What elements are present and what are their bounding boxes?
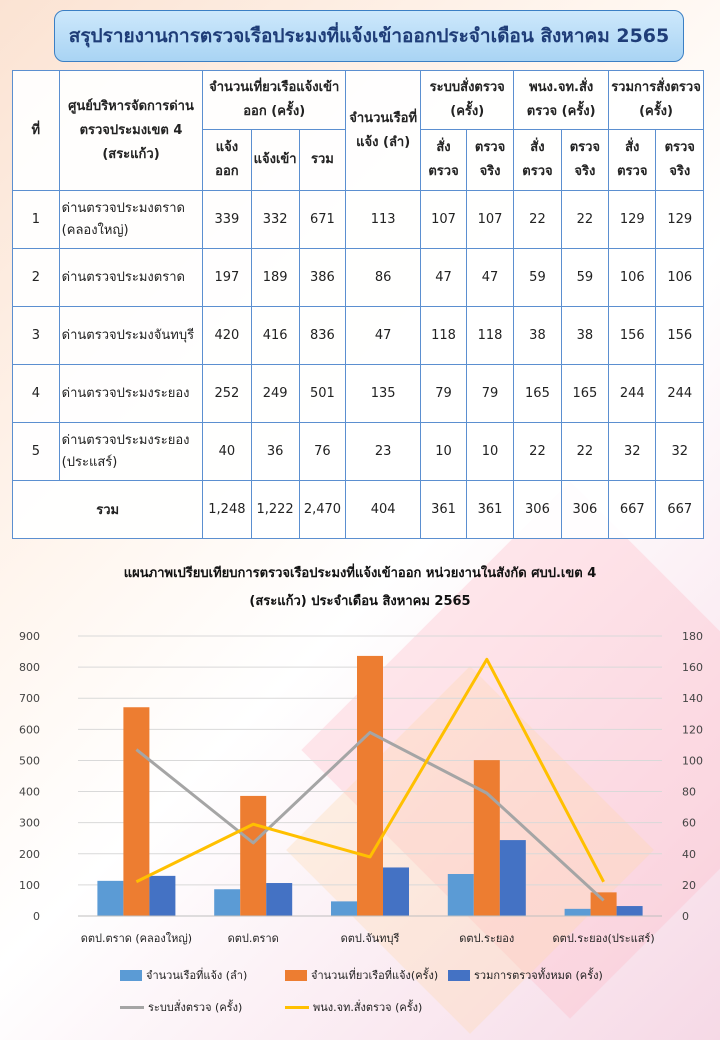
legend-label: พนง.จท.สั่งตรวจ (ครั้ง) — [313, 1001, 423, 1014]
x-tick-label: ดตป.ระยอง(ประแสร์) — [552, 932, 655, 945]
cell-system-actual: 10 — [466, 423, 513, 481]
cell-trip-total: 2,470 — [299, 481, 345, 539]
cell-system-order: 47 — [421, 249, 467, 307]
cell-center: ด่านตรวจประมงจันทบุรี — [59, 307, 203, 365]
legend-label: จำนวนเที่ยวเรือที่แจ้ง(ครั้ง) — [311, 969, 439, 982]
header-center: ศูนย์บริหารจัดการด่านตรวจประมงเขต 4 (สระแก้ว) — [59, 71, 203, 191]
y-tick-label: 500 — [19, 754, 40, 768]
cell-trip-in: 1,222 — [251, 481, 299, 539]
report-title: สรุปรายงานการตรวจเรือประมงที่แจ้งเข้าออกประจำเดือน สิงหาคม 2565 — [54, 10, 684, 62]
cell-sum-actual: 244 — [656, 365, 704, 423]
x-tick-label: ดตป.ตราด — [227, 932, 279, 945]
cell-officer-order: 59 — [514, 249, 561, 307]
cell-no: 3 — [13, 307, 60, 365]
cell-sum-actual: 32 — [656, 423, 704, 481]
cell-sum-actual: 129 — [656, 191, 704, 249]
x-tick-label: ดตป.ตราด (คลองใหญ่) — [80, 932, 193, 945]
cell-sum-order: 667 — [609, 481, 656, 539]
y2-tick-label: 160 — [682, 661, 703, 675]
cell-center: ด่านตรวจประมงระยอง — [59, 365, 203, 423]
bar — [617, 906, 643, 916]
legend-swatch — [285, 1006, 309, 1009]
cell-system-actual: 361 — [466, 481, 513, 539]
x-tick-label: ดตป.จันทบุรี — [340, 932, 400, 945]
bar — [97, 881, 123, 916]
bar — [448, 874, 474, 916]
bar — [240, 796, 266, 916]
y-tick-label: 600 — [19, 723, 40, 737]
bar — [266, 883, 292, 916]
cell-officer-order: 22 — [514, 423, 561, 481]
y-tick-label: 900 — [19, 630, 40, 643]
legend-label: จำนวนเรือที่แจ้ง (ลำ) — [146, 969, 248, 982]
report-table — [12, 70, 704, 539]
header-trip-in: แจ้งเข้า — [251, 130, 299, 191]
cell-system-order: 118 — [421, 307, 467, 365]
cell-center: ด่านตรวจประมงตราด — [59, 249, 203, 307]
cell-system-order: 361 — [421, 481, 467, 539]
legend-swatch — [285, 970, 307, 981]
y2-tick-label: 20 — [682, 878, 696, 892]
cell-boats: 135 — [346, 365, 421, 423]
cell-trip-out: 339 — [203, 191, 251, 249]
table-row — [13, 365, 704, 423]
bar — [357, 656, 383, 916]
header-trips: จำนวนเที่ยวเรือแจ้งเข้าออก (ครั้ง) — [203, 71, 346, 130]
cell-sum-order: 244 — [609, 365, 656, 423]
y2-tick-label: 80 — [682, 785, 696, 799]
cell-trip-in: 332 — [251, 191, 299, 249]
cell-trip-out: 40 — [203, 423, 251, 481]
y-tick-label: 300 — [19, 816, 40, 830]
bar — [383, 867, 409, 916]
cell-sum-order: 106 — [609, 249, 656, 307]
y2-tick-label: 0 — [682, 910, 689, 923]
bar — [565, 909, 591, 916]
cell-boats: 23 — [346, 423, 421, 481]
cell-officer-order: 38 — [514, 307, 561, 365]
cell-officer-actual: 165 — [561, 365, 608, 423]
cell-trip-total: 836 — [299, 307, 345, 365]
cell-officer-actual: 22 — [561, 191, 608, 249]
cell-officer-order: 22 — [514, 191, 561, 249]
header-system-order: สั่งตรวจ — [421, 130, 467, 191]
header-trip-out: แจ้งออก — [203, 130, 251, 191]
cell-sum-order: 129 — [609, 191, 656, 249]
header-officer-actual: ตรวจจริง — [561, 130, 608, 191]
table-row — [13, 423, 704, 481]
legend-swatch — [448, 970, 470, 981]
cell-officer-actual: 306 — [561, 481, 608, 539]
header-no: ที่ — [13, 71, 60, 191]
y2-tick-label: 140 — [682, 692, 703, 706]
cell-officer-actual: 38 — [561, 307, 608, 365]
cell-no: 4 — [13, 365, 60, 423]
bar — [331, 901, 357, 916]
cell-boats: 86 — [346, 249, 421, 307]
y-tick-label: 100 — [19, 878, 40, 892]
legend-item — [448, 966, 603, 984]
header-boats: จำนวนเรือที่แจ้ง (ลำ) — [346, 71, 421, 191]
header-sum-actual: ตรวจจริง — [656, 130, 704, 191]
cell-no: 2 — [13, 249, 60, 307]
table-row — [13, 191, 704, 249]
cell-boats: 113 — [346, 191, 421, 249]
y-tick-label: 400 — [19, 785, 40, 799]
cell-sum-actual: 156 — [656, 307, 704, 365]
cell-trip-out: 252 — [203, 365, 251, 423]
header-sum-order: สั่งตรวจ — [609, 130, 656, 191]
y-tick-label: 0 — [33, 910, 40, 923]
legend-item — [120, 998, 242, 1016]
legend-label: ระบบสั่งตรวจ (ครั้ง) — [148, 1001, 243, 1014]
bar — [214, 889, 240, 916]
cell-system-order: 107 — [421, 191, 467, 249]
cell-trip-in: 189 — [251, 249, 299, 307]
legend-swatch — [120, 1006, 144, 1009]
cell-no: 1 — [13, 191, 60, 249]
legend-item — [285, 998, 422, 1016]
header-trip-total: รวม — [299, 130, 345, 191]
header-sum: รวมการสั่งตรวจ (ครั้ง) — [609, 71, 704, 130]
cell-officer-order: 306 — [514, 481, 561, 539]
cell-sum-order: 156 — [609, 307, 656, 365]
bar — [123, 707, 149, 916]
cell-boats: 47 — [346, 307, 421, 365]
y2-tick-label: 100 — [682, 754, 703, 768]
cell-no: 5 — [13, 423, 60, 481]
cell-system-actual: 47 — [466, 249, 513, 307]
cell-trip-total: 501 — [299, 365, 345, 423]
cell-system-actual: 79 — [466, 365, 513, 423]
bar — [149, 876, 175, 916]
cell-trip-out: 1,248 — [203, 481, 251, 539]
chart-subtitle: (สระแก้ว) ประจำเดือน สิงหาคม 2565 — [249, 594, 471, 609]
cell-system-actual: 118 — [466, 307, 513, 365]
cell-center: ด่านตรวจประมงระยอง (ประแสร์) — [59, 423, 203, 481]
cell-trip-total: 671 — [299, 191, 345, 249]
cell-trip-in: 36 — [251, 423, 299, 481]
cell-sum-order: 32 — [609, 423, 656, 481]
bar — [474, 760, 500, 916]
header-officer: พนง.จท.สั่งตรวจ (ครั้ง) — [514, 71, 609, 130]
cell-boats: 404 — [346, 481, 421, 539]
cell-officer-actual: 59 — [561, 249, 608, 307]
table-row — [13, 307, 704, 365]
legend-label: รวมการตรวจทั้งหมด (ครั้ง) — [474, 969, 603, 982]
legend-item — [120, 966, 247, 984]
cell-center: ด่านตรวจประมงตราด (คลองใหญ่) — [59, 191, 203, 249]
y2-tick-label: 180 — [682, 630, 703, 643]
y-tick-label: 800 — [19, 661, 40, 675]
cell-sum-actual: 106 — [656, 249, 704, 307]
header-system-actual: ตรวจจริง — [466, 130, 513, 191]
y-tick-label: 700 — [19, 692, 40, 706]
cell-trip-in: 416 — [251, 307, 299, 365]
header-officer-order: สั่งตรวจ — [514, 130, 561, 191]
cell-officer-actual: 22 — [561, 423, 608, 481]
y2-tick-label: 40 — [682, 847, 696, 861]
cell-trip-total: 76 — [299, 423, 345, 481]
y2-tick-label: 120 — [682, 723, 703, 737]
legend-swatch — [120, 970, 142, 981]
x-tick-label: ดตป.ระยอง — [459, 932, 515, 945]
y2-tick-label: 60 — [682, 816, 696, 830]
cell-trip-out: 420 — [203, 307, 251, 365]
table-total-row — [13, 481, 704, 539]
cell-officer-order: 165 — [514, 365, 561, 423]
cell-system-order: 79 — [421, 365, 467, 423]
cell-trip-total: 386 — [299, 249, 345, 307]
cell-system-order: 10 — [421, 423, 467, 481]
cell-trip-in: 249 — [251, 365, 299, 423]
cell-total-label: รวม — [13, 481, 203, 539]
y-tick-label: 200 — [19, 847, 40, 861]
combo-chart — [0, 620, 720, 950]
header-system: ระบบสั่งตรวจ (ครั้ง) — [421, 71, 514, 130]
legend-item — [285, 966, 438, 984]
cell-system-actual: 107 — [466, 191, 513, 249]
bar — [591, 892, 617, 916]
table-row — [13, 249, 704, 307]
bar — [500, 840, 526, 916]
cell-trip-out: 197 — [203, 249, 251, 307]
cell-sum-actual: 667 — [656, 481, 704, 539]
chart-title: แผนภาพเปรียบเทียบการตรวจเรือประมงที่แจ้งเข้าออก หน่วยงานในสังกัด ศบป.เขต 4 — [123, 566, 597, 581]
